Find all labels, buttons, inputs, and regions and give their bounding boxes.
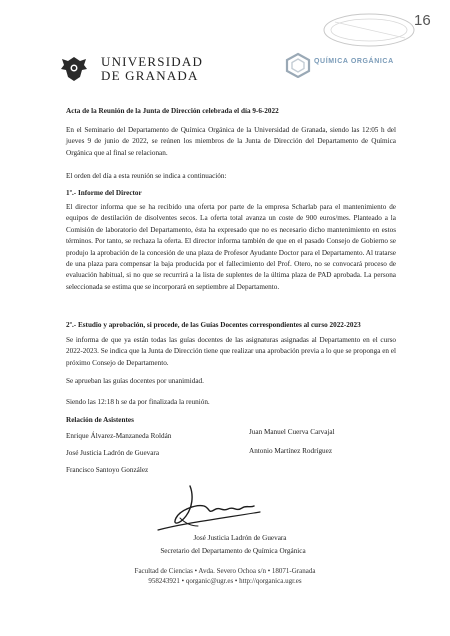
document-title: Acta de la Reunión de la Junta de Dirección celebrada el día 9-6-2022: [66, 107, 279, 115]
university-crest-icon: [58, 55, 90, 83]
attendee-name: Francisco Santoyo González: [66, 466, 149, 474]
section2-heading: 2º.- Estudio y aprobación, si procede, de las Guías Docentes correspondientes al curso 2022-2023: [66, 321, 361, 329]
footer-contact: 958243921 • qorganic@ugr.es • http://qorganica.ugr.es: [148, 577, 302, 585]
section1-body: El director informa que se ha recibido una oferta por parte de la empresa Scharlab para el mantenimiento de equipos de destilación de disolventes secos. La oferta total avanza un coste de 900 euros/mes. Planteado a la Comisión de laboratorio del Departamento, ésta ha expresado que no es necesario dicho mantenimiento en estos términos. Por tanto, se rechaza la oferta. El director informa también de que en el pasado Consejo de Gobierno se produjo la aprobación de la concesión de una plaza de Profesor Ayudante Doctor para el Departamento. Al tratarse de una plaza para compensar la baja producida por el fallecimiento del Prof. Otero, no se convocará proceso de evaluación habitual, si no que se recurrirá a la lista de suplentes de la última plaza de PAD aprobada. La persona seleccionada se estima que se incorporará en septiembre al Departamento.: [66, 203, 396, 291]
handwritten-signature: [150, 482, 270, 538]
university-name-line2: DE GRANADA: [101, 68, 199, 83]
order-of-business-line: El orden del día a esta reunión se indica a continuación:: [66, 172, 227, 180]
closing-line: Siendo las 12:18 h se da por finalizada la reunión.: [66, 398, 210, 406]
hexagon-logo-icon: [284, 52, 312, 78]
attendees-heading: Relación de Asistentes: [66, 416, 134, 424]
section2-body: Se informa de que ya están todas las guías docentes de las asignaturas asignadas al Departamento en el curso 2022-2023. Se indica que la Junta de Dirección tiene que realizar una aprobación previa a lo que se proponga en el próximo Consejo de Departamento.: [66, 336, 396, 367]
page-number: 16: [414, 12, 431, 29]
attendee-name: Antonio Martínez Rodríguez: [249, 447, 333, 455]
attendee-name: Juan Manuel Cuerva Carvajal: [249, 428, 335, 436]
section2-approval: Se aprueban las guías docentes por unanimidad.: [66, 377, 204, 385]
attendee-name: Enrique Álvarez-Manzaneda Roldán: [66, 432, 172, 440]
section1-heading: 1º.- Informe del Director: [66, 189, 142, 197]
signatory-name: José Justicia Ladrón de Guevara: [193, 534, 287, 542]
intro-paragraph: En el Seminario del Departamento de Química Orgánica de la Universidad de Granada, siendo las 12:05 h del jueves 9 de junio de 2022, se reúnen los miembros de la Junta de Dirección del Departamento de Química Orgánica que al final se relacionan.: [66, 126, 396, 157]
university-name-line1: UNIVERSIDAD: [101, 54, 204, 69]
attendee-name: José Justicia Ladrón de Guevara: [66, 449, 160, 457]
footer-address: Facultad de Ciencias • Avda. Severo Ochoa s/n • 18071-Granada: [134, 567, 316, 575]
department-logo-text: QUÍMICA ORGÁNICA: [314, 58, 394, 65]
signatory-role: Secretario del Departamento de Química Orgánica: [160, 547, 306, 555]
registry-stamp: [320, 10, 418, 50]
